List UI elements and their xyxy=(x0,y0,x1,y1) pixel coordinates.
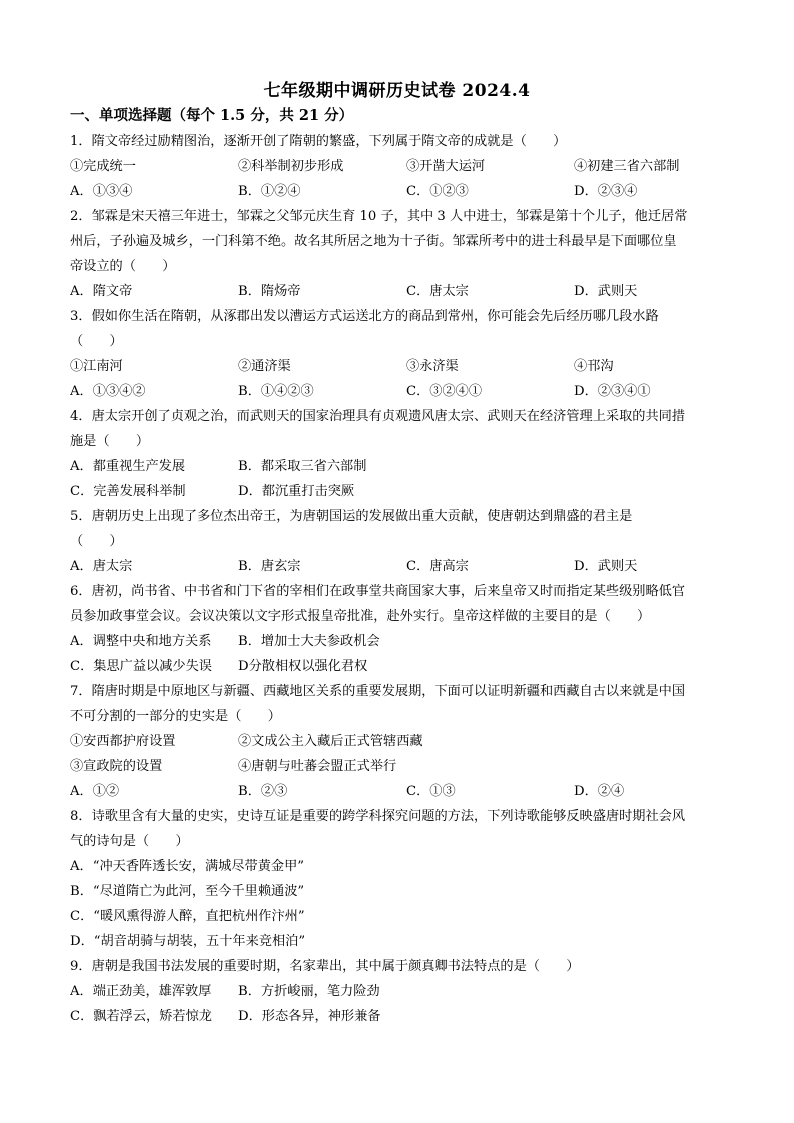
answer-option: C．完善发展科举制 xyxy=(70,484,186,499)
question-stem: 气的诗句是（ ） xyxy=(70,834,189,849)
answer-option: A．都重视生产发展 xyxy=(70,459,186,474)
answer-option: A．唐太宗 xyxy=(70,559,133,574)
statement-item: ②文成公主入藏后正式管辖西藏 xyxy=(238,734,423,749)
answer-option: D．②④ xyxy=(574,784,625,799)
statement-item: ③开凿大运河 xyxy=(406,159,486,174)
answer-option: A．端正劲美，雄浑敦厚 xyxy=(70,984,212,999)
question-stem: （ ） xyxy=(70,334,123,349)
answer-option: D分散相权以强化君权 xyxy=(238,659,368,674)
question-block xyxy=(70,804,730,954)
question-list xyxy=(70,129,730,1029)
answer-option: C．集思广益以减少失误 xyxy=(70,659,212,674)
statement-row xyxy=(70,354,730,379)
answer-option: C．③②④① xyxy=(406,384,483,399)
statement-item: ③永济渠 xyxy=(406,359,459,374)
statement-item: ①完成统一 xyxy=(70,159,136,174)
question-block xyxy=(70,504,730,579)
answer-option: C．“暖风熏得游人醉，直把杭州作汴州” xyxy=(70,909,305,924)
statement-row xyxy=(70,154,730,179)
answer-option: D．②③④① xyxy=(574,384,651,399)
question-block xyxy=(70,204,730,304)
answer-option: D．“胡音胡骑与胡装，五十年来竞相泊” xyxy=(70,934,306,949)
question-stem: 3．假如你生活在隋朝，从涿郡出发以漕运方式运送北方的商品到常州，你可能会先后经历哪几段水路 xyxy=(70,309,659,324)
statement-item: ④唐朝与吐蕃会盟正式举行 xyxy=(238,759,397,774)
statement-item: ②通济渠 xyxy=(238,359,291,374)
answer-option: B．方折峻丽，笔力险劲 xyxy=(238,984,380,999)
option-row xyxy=(70,654,730,679)
question-block xyxy=(70,404,730,504)
exam-title: 七年级期中调研历史试卷 2024.4 xyxy=(263,81,531,101)
statement-row xyxy=(70,754,730,779)
option-row xyxy=(70,979,730,1004)
statement-item: ①安西都护府设置 xyxy=(70,734,176,749)
answer-option: B．唐玄宗 xyxy=(238,559,301,574)
answer-option: C．①②③ xyxy=(406,184,469,199)
option-row xyxy=(70,629,730,654)
question-stem: 2．邹霖是宋天禧三年进士，邹霖之父邹元庆生育 10 子，其中 3 人中进士，邹霖是第十个儿子，他迁居常 xyxy=(70,209,688,224)
answer-option: A．调整中央和地方关系 xyxy=(70,634,212,649)
question-block xyxy=(70,304,730,404)
statement-item: ①江南河 xyxy=(70,359,123,374)
answer-option: D．武则天 xyxy=(574,559,638,574)
question-stem: 施是（ ） xyxy=(70,434,150,449)
question-stem: 州后，子孙遍及城乡，一门科第不绝。故名其所居之地为十子街。邹霖所考中的进士科最早是下面哪位皇 xyxy=(70,234,677,249)
answer-option: B．②③ xyxy=(238,784,288,799)
question-stem: 5．唐朝历史上出现了多位杰出帝王，为唐朝国运的发展做出重大贡献，使唐朝达到鼎盛的君主是 xyxy=(70,509,633,524)
answer-option: A．①② xyxy=(70,784,120,799)
answer-option: A．①③④ xyxy=(70,184,133,199)
option-row xyxy=(70,779,730,804)
question-stem: （ ） xyxy=(70,534,123,549)
answer-option: B．隋炀帝 xyxy=(238,284,301,299)
section-heading: 一、单项选择题（每个 1.5 分，共 21 分） xyxy=(70,107,354,124)
option-row xyxy=(70,279,730,304)
answer-option: A．隋文帝 xyxy=(70,284,133,299)
question-stem: 4．唐太宗开创了贞观之治，而武则天的国家治理具有贞观遗风唐太宗、武则天在经济管理上采取的共同措 xyxy=(70,409,686,424)
question-stem: 不可分割的一部分的史实是（ ） xyxy=(70,709,281,724)
question-block xyxy=(70,129,730,204)
answer-option: C．①③ xyxy=(406,784,456,799)
answer-option: A．①③④② xyxy=(70,384,146,399)
question-block xyxy=(70,954,730,1029)
answer-option: D．②③④ xyxy=(574,184,638,199)
answer-option: B．都采取三省六部制 xyxy=(238,459,367,474)
answer-option: C．唐高宗 xyxy=(406,559,469,574)
answer-option: B．①②④ xyxy=(238,184,301,199)
answer-option: C．唐太宗 xyxy=(406,284,469,299)
question-stem: 帝设立的（ ） xyxy=(70,259,176,274)
statement-item: ④邗沟 xyxy=(574,359,614,374)
statement-item: ③宣政院的设置 xyxy=(70,759,163,774)
statement-item: ②科举制初步形成 xyxy=(238,159,344,174)
answer-option: D．形态各异，神形兼备 xyxy=(238,1009,381,1024)
option-row xyxy=(70,454,730,479)
question-stem: 9．唐朝是我国书法发展的重要时期，名家辈出，其中属于颜真卿书法特点的是（ ） xyxy=(70,959,580,974)
question-stem: 7．隋唐时期是中原地区与新疆、西藏地区关系的重要发展期，下面可以证明新疆和西藏自古以来就是中国 xyxy=(70,684,686,699)
question-stem: 6．唐初，尚书省、中书省和门下省的宰相们在政事堂共商国家大事，后来皇帝又时而指定某些级别略低官 xyxy=(70,584,686,599)
question-block xyxy=(70,679,730,804)
question-block xyxy=(70,579,730,679)
question-stem: 8．诗歌里含有大量的史实，史诗互证是重要的跨学科探究问题的方法，下列诗歌能够反映盛唐时期社会风 xyxy=(70,809,686,824)
answer-option: C．飘若浮云，矫若惊龙 xyxy=(70,1009,212,1024)
option-row xyxy=(70,479,730,504)
answer-option: D．武则天 xyxy=(574,284,638,299)
answer-option: B．“尽道隋亡为此河，至今千里赖通波” xyxy=(70,884,305,899)
statement-row xyxy=(70,729,730,754)
answer-option: B．增加士大夫参政机会 xyxy=(238,634,380,649)
answer-option: A．“冲天香阵透长安，满城尽带黄金甲” xyxy=(70,859,305,874)
option-row xyxy=(70,554,730,579)
option-row xyxy=(70,179,730,204)
answer-option: B．①④②③ xyxy=(238,384,314,399)
question-stem: 员参加政事堂会议。会议决策以文字形式报皇帝批准，赴外实行。皇帝这样做的主要目的是（ ） xyxy=(70,609,651,624)
question-stem: 1．隋文帝经过励精图治，逐渐开创了隋朝的繁盛，下列属于隋文帝的成就是（ ） xyxy=(70,134,567,149)
answer-option: D．都沉重打击突厥 xyxy=(238,484,355,499)
option-row xyxy=(70,1004,730,1029)
option-row xyxy=(70,379,730,404)
statement-item: ④初建三省六部制 xyxy=(574,159,680,174)
